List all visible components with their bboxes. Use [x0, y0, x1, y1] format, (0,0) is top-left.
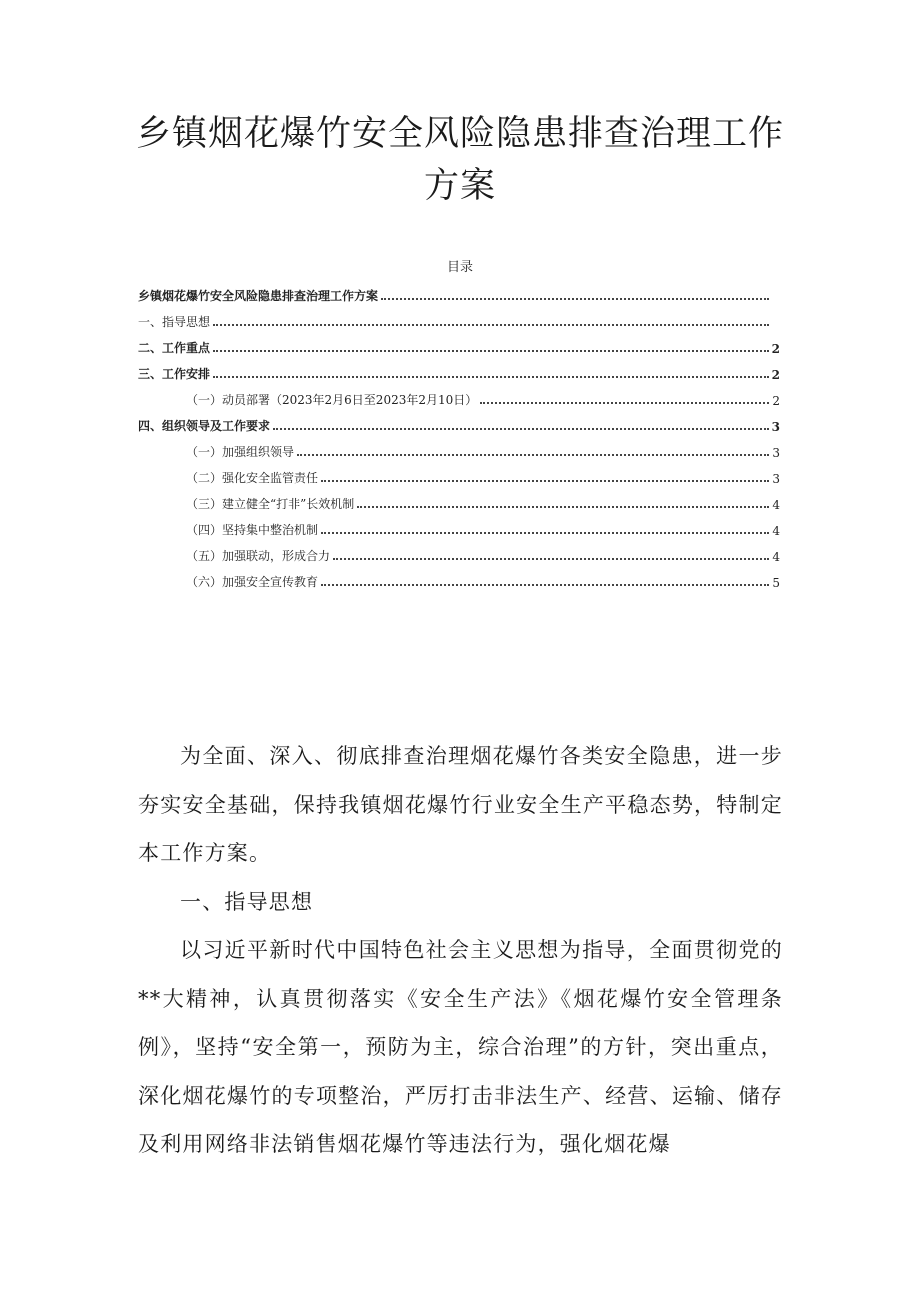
toc-entry-page: 3 — [772, 472, 780, 486]
toc-entry-page: 3 — [771, 420, 780, 434]
toc-entry-page: 2 — [771, 342, 780, 356]
toc-entry-page: 4 — [772, 524, 780, 538]
toc-leader-dots — [321, 531, 769, 534]
toc-leader-dots — [297, 453, 769, 456]
toc-leader-dots — [321, 479, 769, 482]
toc-entry[interactable] — [138, 492, 780, 512]
toc-entry-label: （二）强化安全监管责任 — [186, 471, 319, 485]
toc-entry-label: （四）坚持集中整治机制 — [186, 523, 319, 537]
toc-entry[interactable] — [138, 388, 780, 408]
toc-leader-dots — [480, 401, 769, 404]
toc-entry-page: 2 — [772, 394, 780, 408]
toc-leader-dots — [213, 323, 769, 326]
toc-entry[interactable] — [138, 284, 780, 304]
toc-leader-dots — [213, 375, 769, 378]
toc-entry[interactable] — [138, 466, 780, 486]
toc-entry-page: 2 — [771, 368, 780, 382]
toc-entry-label: （三）建立健全“打非”长效机制 — [186, 497, 355, 511]
document-title-line1: 乡镇烟花爆竹安全风险隐患排查治理工作 — [135, 114, 784, 154]
section-heading: 一、指导思想 — [180, 889, 314, 914]
toc-entry-page: 4 — [772, 498, 780, 512]
toc-entry-label: 二、工作重点 — [138, 341, 211, 355]
toc-entry[interactable] — [138, 414, 780, 434]
toc-heading: 目录 — [446, 260, 473, 275]
toc-entry[interactable] — [138, 310, 780, 330]
toc-entry[interactable] — [138, 440, 780, 460]
toc-entry-label: 四、组织领导及工作要求 — [138, 419, 271, 433]
toc-leader-dots — [333, 557, 769, 560]
toc-entry-label: （一）加强组织领导 — [186, 445, 295, 459]
toc-entry-label: 一、指导思想 — [138, 315, 211, 329]
toc-entry-page: 5 — [772, 576, 780, 590]
toc-entry-label: 乡镇烟花爆竹安全风险隐患排查治理工作方案 — [138, 289, 379, 303]
toc-leader-dots — [357, 505, 769, 508]
toc-entry[interactable] — [138, 336, 780, 356]
intro-paragraph: 为全面、深入、彻底排查治理烟花爆竹各类安全隐患，进一步夯实安全基础，保持我镇烟花爆竹行业安全生产平稳态势，特制定本工作方案。 — [138, 744, 783, 865]
toc-entry-label: 三、工作安排 — [138, 367, 211, 381]
body-text — [138, 732, 783, 1169]
toc-entry-page: 4 — [772, 550, 780, 564]
toc-entry[interactable] — [138, 544, 780, 564]
document-title — [100, 108, 820, 212]
toc-entry[interactable] — [138, 518, 780, 538]
toc-leader-dots — [273, 427, 769, 430]
toc-entry[interactable] — [138, 570, 780, 590]
toc-leader-dots — [321, 583, 769, 586]
toc-entry-label: （六）加强安全宣传教育 — [186, 575, 319, 589]
toc-entry-label: （一）动员部署（2023年2月6日至2023年2月10日） — [186, 393, 478, 407]
toc-entry-page: 3 — [772, 446, 780, 460]
document-title-line2: 方案 — [423, 166, 496, 206]
toc-leader-dots — [381, 297, 769, 300]
toc-leader-dots — [213, 349, 769, 352]
toc-entry[interactable] — [138, 362, 780, 382]
section-paragraph: 以习近平新时代中国特色社会主义思想为指导，全面贯彻党的**大精神，认真贯彻落实《安全生产法》《烟花爆竹安全管理条例》，坚持“安全第一，预防为主，综合治理”的方针，突出重点，深化烟花爆竹的专项整治，严厉打击非法生产、经营、运输、储存及利用网络非法销售烟花爆竹等违法行为，强化烟花爆 — [138, 938, 783, 1156]
toc-entry-label: （五）加强联动，形成合力 — [186, 549, 331, 563]
